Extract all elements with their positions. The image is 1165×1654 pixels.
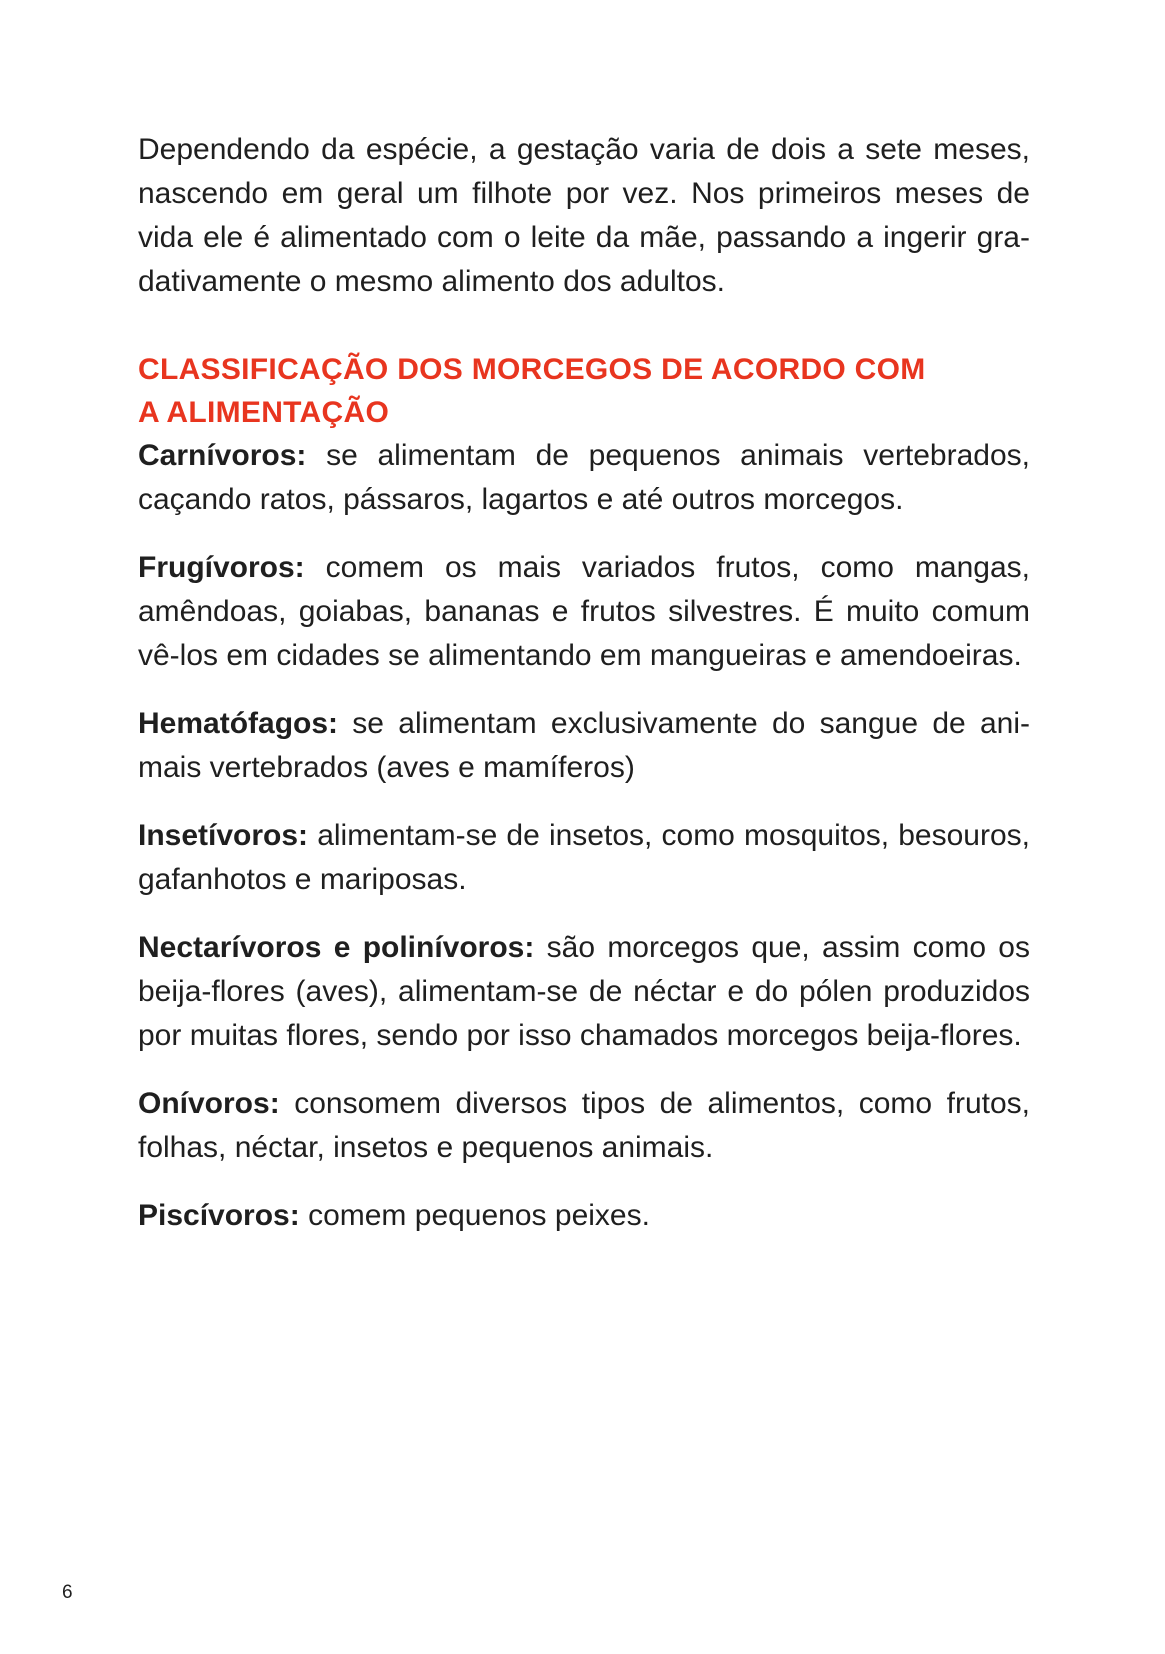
intro-paragraph: Dependendo da espécie, a gestação varia de dois a sete meses, nascendo em geral um filhote por vez. Nos primeiros meses de vida ele é alimentado com o leite da mãe, passando a ingerir gradativamente o mesmo alimento dos adultos. xyxy=(138,133,1030,298)
entry-text: se alimentam de pequenos animais vertebrados, caçando ratos, pássaros, lagartos e até outros morcegos. xyxy=(138,439,1030,516)
entry-term: Nectarívoros e polinívoros: xyxy=(138,931,535,964)
section-heading xyxy=(138,348,1030,434)
entry-text: são morcegos que, assim como os beija-flores (aves), alimentam-se de néctar e do pólen produzidos por muitas flores, sendo por isso chamados morcegos beija-flores. xyxy=(138,931,1030,1052)
entry-term: Insetívoros: xyxy=(138,819,309,852)
entry-term: Piscívoros: xyxy=(138,1199,300,1232)
entry-term: Onívoros: xyxy=(138,1087,280,1120)
entry-insetivoros xyxy=(138,814,1030,902)
section-heading-line-2: A ALIMENTAÇÃO xyxy=(138,396,390,429)
entry-text: comem pequenos peixes. xyxy=(299,1199,650,1232)
entry-piscivoros xyxy=(138,1194,1030,1238)
page-number: 6 xyxy=(62,1582,73,1603)
entry-text: comem os mais variados frutos, como mangas, amêndoas, goiabas, bananas e frutos silvestres. É muito comum vê-los em cidades se alimentando em mangueiras e amendoeiras. xyxy=(138,551,1030,672)
entry-hematofagos xyxy=(138,702,1030,790)
entry-nectarivoros xyxy=(138,926,1030,1058)
entry-text: alimentam-se de insetos, como mosquitos, besouros, gafanhotos e mariposas. xyxy=(138,819,1030,896)
entry-term: Frugívoros: xyxy=(138,551,305,584)
entry-term: Hematófagos: xyxy=(138,707,339,740)
entry-text: se alimentam exclusivamente do sangue de animais vertebrados (aves e mamíferos) xyxy=(138,707,1030,784)
section-heading-line-1: CLASSIFICAÇÃO DOS MORCEGOS DE ACORDO COM xyxy=(138,353,926,386)
entry-text: consomem diversos tipos de alimentos, como frutos, folhas, néctar, insetos e pequenos animais. xyxy=(138,1087,1030,1164)
entry-term: Carnívoros: xyxy=(138,439,307,472)
entry-carnivoros xyxy=(138,434,1030,522)
page-content xyxy=(138,128,1030,1262)
entry-frugivoros xyxy=(138,546,1030,678)
entry-onivoros xyxy=(138,1082,1030,1170)
